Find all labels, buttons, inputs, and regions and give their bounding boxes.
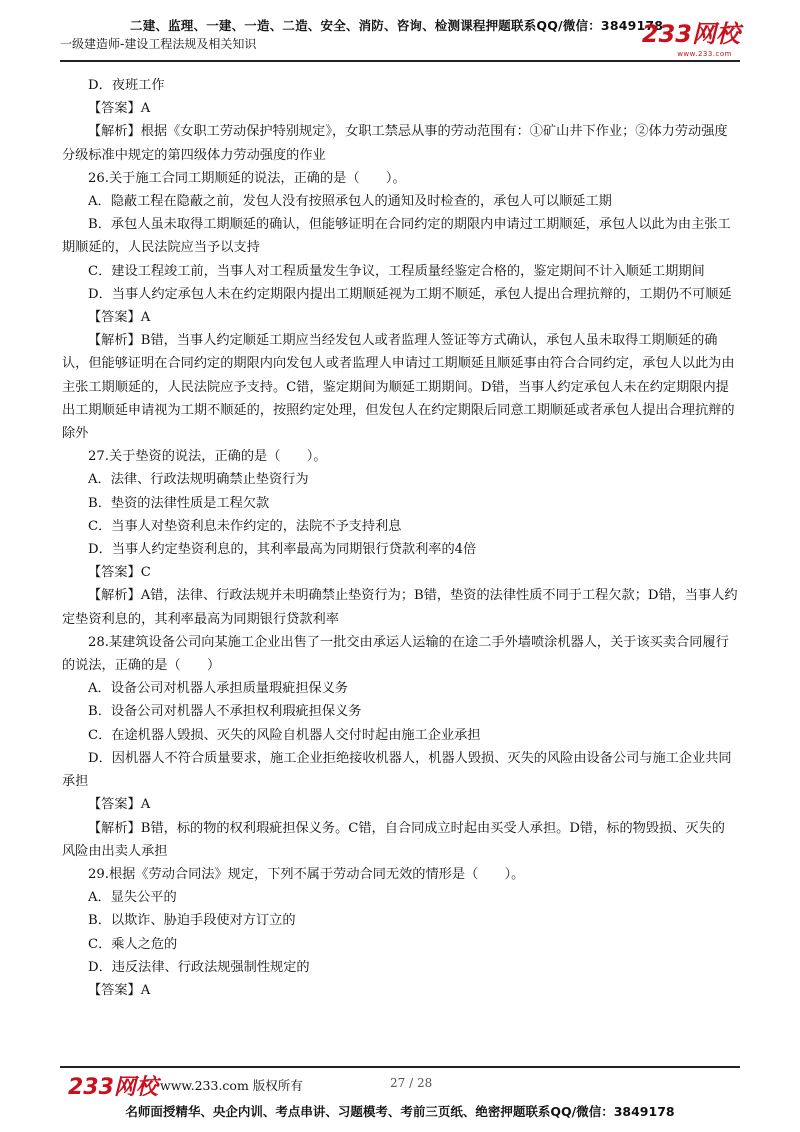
footer-copyright: www.233.com 版权所有 [160,1078,303,1093]
header-subject-title: 一级建造师-建设工程法规及相关知识 [60,37,257,51]
footer-divider [60,1066,740,1068]
footer-promo-text: 名师面授精华、央企内训、考点串讲、习题模考、考前三页纸、绝密押题联系QQ/微信：3849178 [125,1104,675,1119]
paragraph: 【解析】根据《女职工劳动保护特别规定》，女职工禁忌从事的劳动范围有：①矿山井下作业；②体力劳动强度分级标准中规定的第四级体力劳动强度的作业 [62,124,728,163]
paragraph: 26.关于施工合同工期顺延的说法，正确的是（ ）。 [88,170,406,186]
paragraph: A．显失公平的 [88,890,177,906]
paragraph: 【答案】A [88,101,151,117]
paragraph: 28.某建筑设备公司向某施工企业出售了一批交由承运人运输的在途二手外墙喷涂机器人，关于该买卖合同履行的说法，正确的是（ ） [62,634,729,674]
paragraph: D．当事人约定承包人未在约定期限内提出工期顺延视为工期不顺延，承包人提出合理抗辩的，工期仍不可顺延 [88,286,732,302]
paragraph: 27.关于垫资的说法，正确的是（ ）。 [88,449,327,465]
brand-logo: 233网校 [641,20,740,48]
paragraph: 29.根据《劳动合同法》规定，下列不属于劳动合同无效的情形是（ ）。 [88,866,525,882]
paragraph: 【答案】A [88,310,151,326]
paragraph: 【解析】B错，当事人约定顺延工期应当经发包人或者监理人签证等方式确认，承包人虽未取得工期顺延的确认，但能够证明在合同约定的期限内向发包人或者监理人申请过工期顺延且顺延事由符合合同约定，承包人以此为由主张工期顺延的，人民法院应予支持。C错，鉴定期间为顺延工期期间。D错，当事人约定承包人未在约定期限内提出工期顺延申请视为工期不顺延的，按照约定处理，但发包人在约定期限后同意工期顺延或者承包人提出合理抗辩的除外 [62,333,735,442]
paragraph: A．法律、行政法规明确禁止垫资行为 [88,472,309,488]
paragraph: D．当事人约定垫资利息的，其利率最高为同期银行贷款利率的4倍 [88,542,477,558]
paragraph: B．以欺诈、胁迫手段使对方订立的 [88,913,296,929]
document-body [62,74,738,1002]
paragraph: D．夜班工作 [88,78,165,93]
paragraph: C．乘人之危的 [88,936,178,952]
paragraph: C．建设工程竣工前，当事人对工程质量发生争议，工程质量经鉴定合格的，鉴定期间不计入顺延工期期间 [88,263,705,279]
paragraph: D．违反法律、行政法规强制性规定的 [88,959,310,975]
paragraph: B．设备公司对机器人不承担权利瑕疵担保义务 [88,704,362,720]
paragraph: A．隐蔽工程在隐蔽之前，发包人没有按照承包人的通知及时检查的，承包人可以顺延工期 [88,194,612,210]
paragraph: 【答案】A [88,797,151,813]
footer-brand-logo: 233网校 [68,1075,158,1100]
paragraph: D．因机器人不符合质量要求，施工企业拒绝接收机器人，机器人毁损、灭失的风险由设备公司与施工企业共同承担 [62,750,732,790]
page-header [60,14,740,62]
paragraph: C．在途机器人毁损、灭失的风险自机器人交付时起由施工企业承担 [88,727,481,743]
page-number: 27 / 28 [390,1076,433,1090]
header-promo-text: 二建、监理、一建、一造、二造、安全、消防、咨询、检测课程押题联系QQ/微信：3849178 [130,18,664,33]
header-divider [60,60,740,62]
paragraph: 【解析】A错，法律、行政法规并未明确禁止垫资行为；B错，垫资的法律性质不同于工程欠款；D错，当事人约定垫资利息的，其利率最高为同期银行贷款利率 [62,588,738,627]
paragraph: B．承包人虽未取得工期顺延的确认，但能够证明在合同约定的期限内申请过工期顺延，承包人以此为由主张工期顺延的，人民法院应当予以支持 [62,217,731,256]
paragraph: B．垫资的法律性质是工程欠款 [88,495,270,511]
paragraph: A．设备公司对机器人承担质量瑕疵担保义务 [88,681,349,697]
paragraph: 【解析】B错，标的物的权利瑕疵担保义务。C错，自合同成立时起由买受人承担。D错，标的物毁损、灭失的风险由出卖人承担 [62,820,725,859]
paragraph: C．当事人对垫资利息未作约定的，法院不予支持利息 [88,518,402,534]
paragraph: 【答案】A [88,982,151,998]
paragraph: 【答案】C [88,565,151,581]
brand-logo-url: www.233.com [677,50,732,58]
